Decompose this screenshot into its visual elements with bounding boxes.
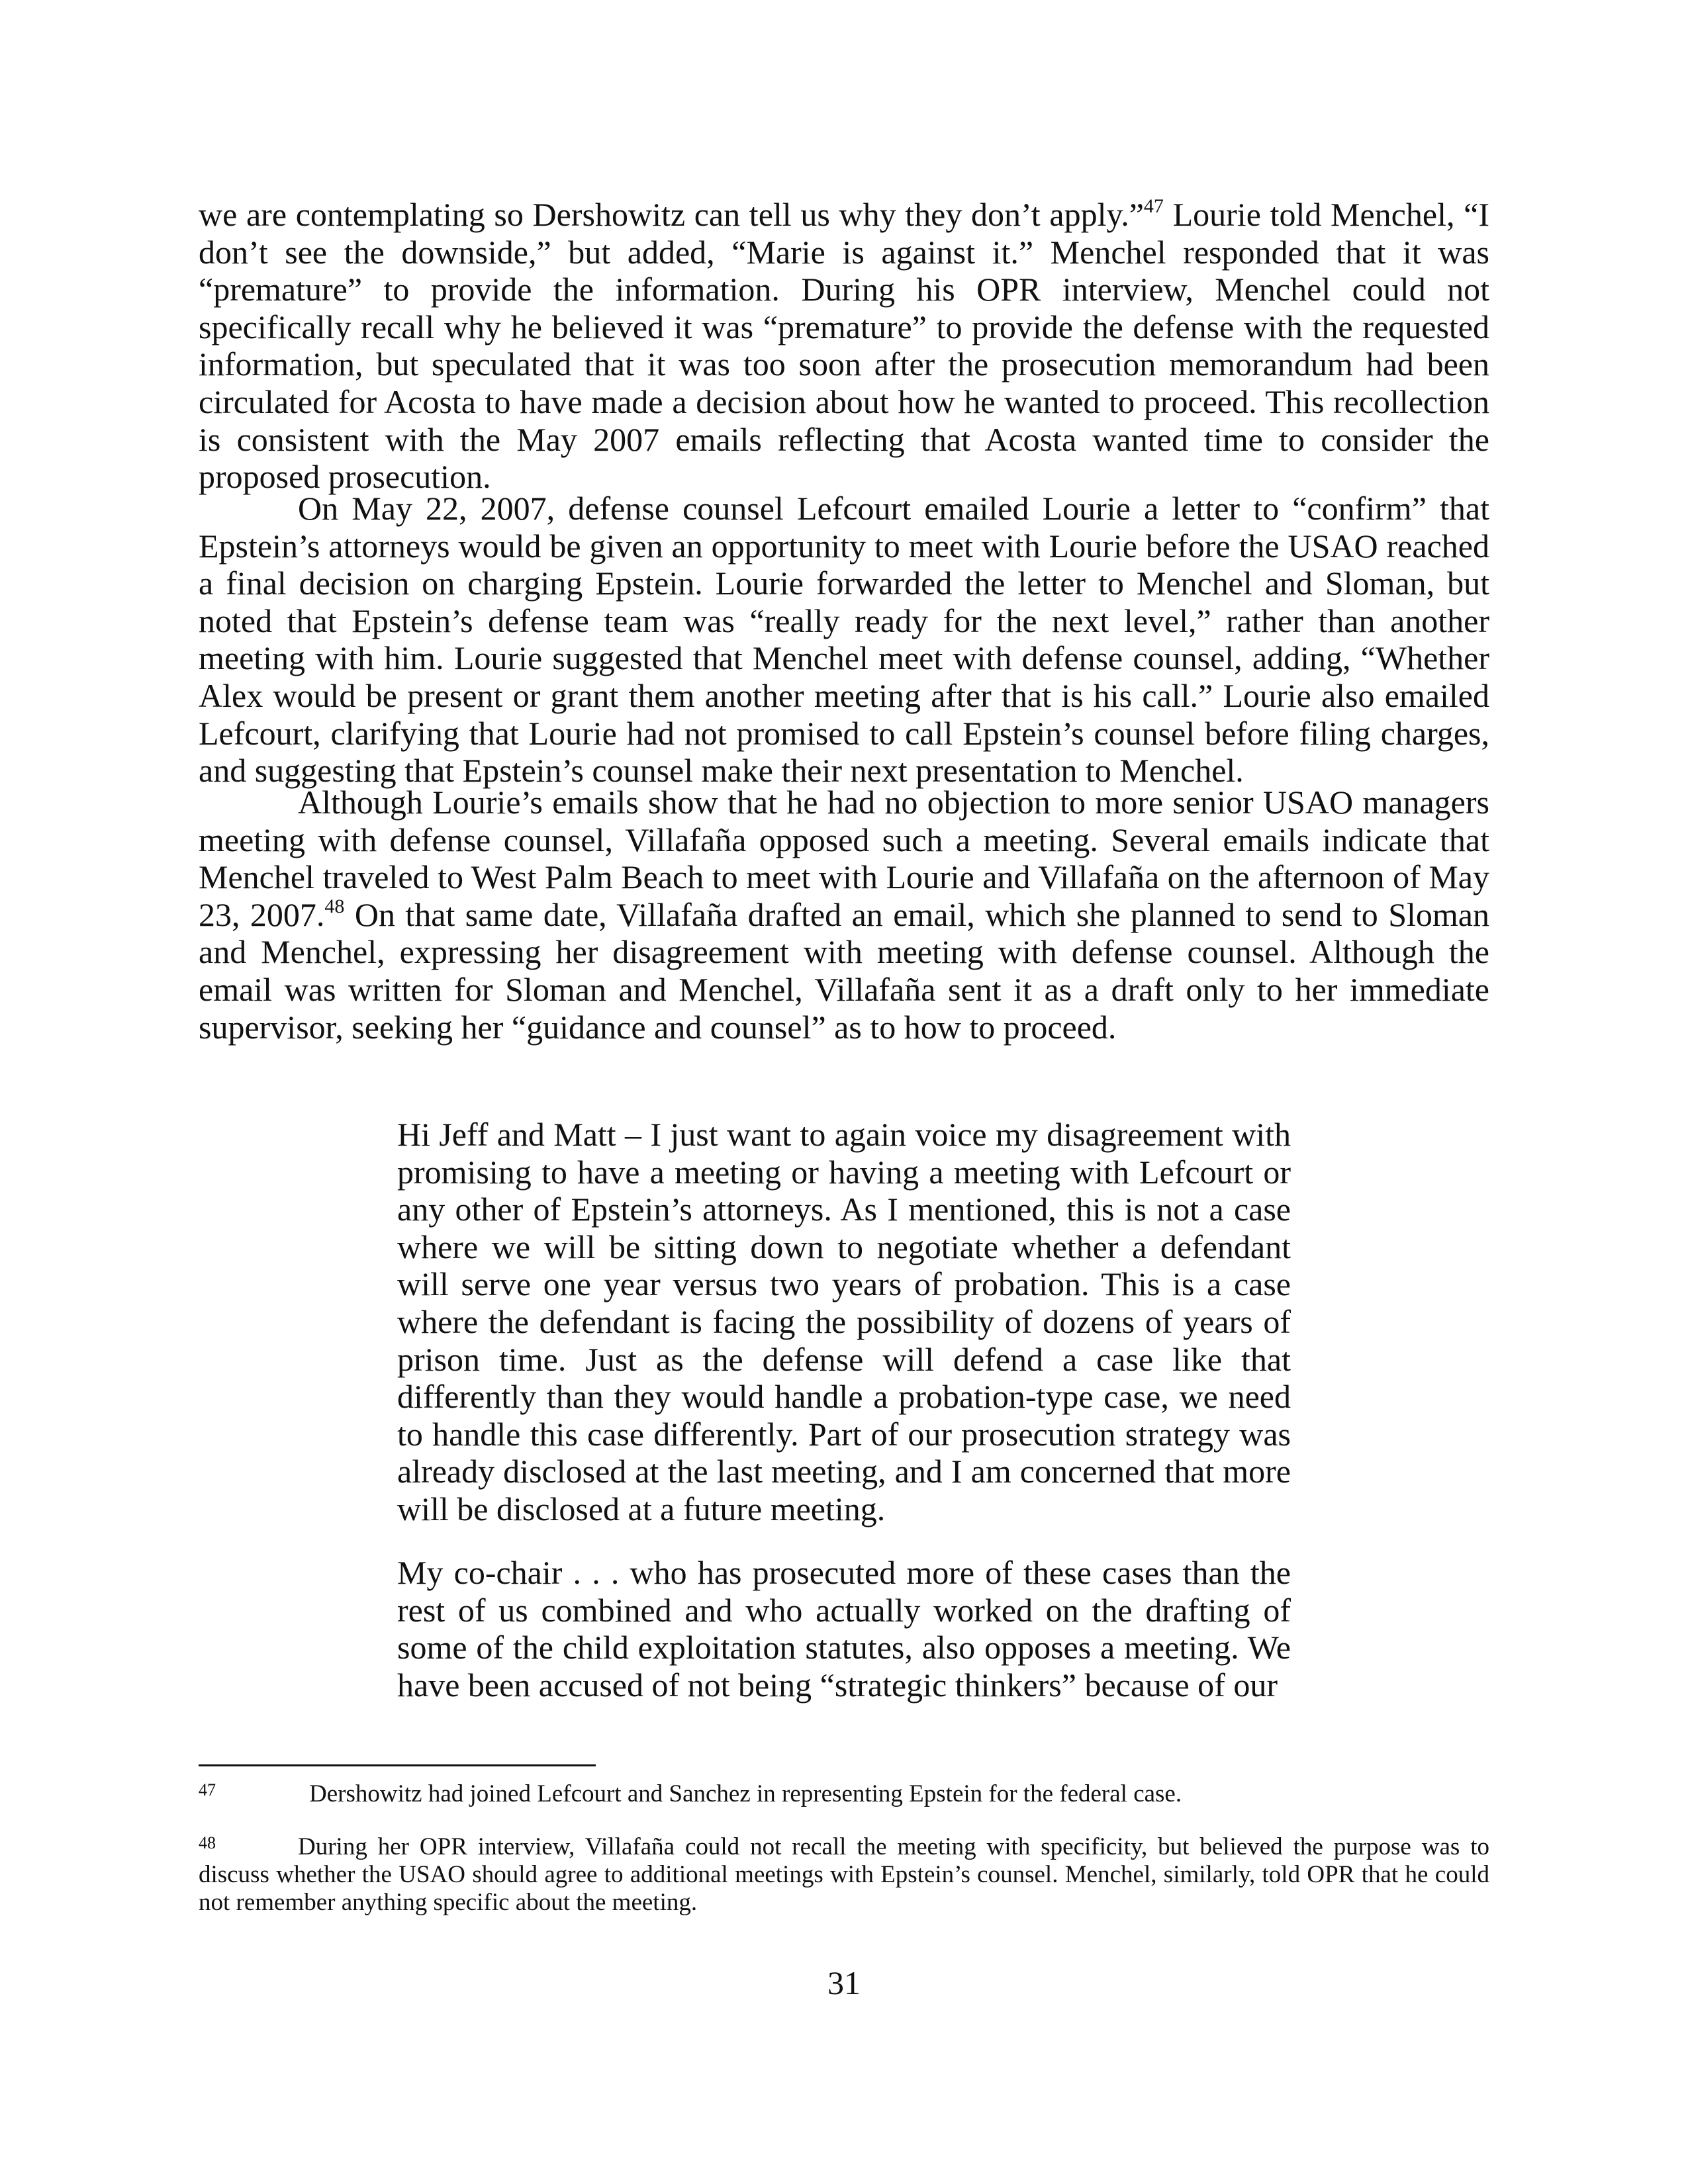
paragraph-text: Lourie told Menchel, “I don’t see the downside,” but added, “Marie is against it.” Menchel responded that it was “premature” to provide the information. During his OPR interview, Menchel could not specifically recall why he believed it was “premature” to provide the defense with the requested information, but speculated that it was too soon after the prosecution memorandum had been circulated for Acosta to have made a decision about how he wanted to proceed. This recollection is consistent with the May 2007 emails reflecting that Acosta wanted time to consider the proposed prosecution. (199, 196, 1489, 496)
paragraph-text: we are contemplating so Dershowitz can tell us why they don’t apply.” (199, 196, 1144, 233)
footnote-text: During her OPR interview, Villafaña could not recall the meeting with specificity, but believed the purpose was to discuss whether the USAO should agree to additional meetings with Epstein’s counsel. Menchel, similarly, told OPR that he could not remember anything specific about the meeting. (199, 1833, 1489, 1916)
footnote-47 (199, 1780, 1489, 1808)
footnote-48 (199, 1833, 1489, 1917)
footnote-reference-47[interactable]: 47 (1143, 195, 1164, 217)
footnote-number: 47 (199, 1780, 216, 1799)
block-quote-email-paragraph-2: My co-chair . . . who has prosecuted more of these cases than the rest of us combined and who actually worked on the drafting of some of the child exploitation statutes, also opposes a meeting. We have been accused of not being “strategic thinkers” because of our (397, 1554, 1291, 1704)
footnote-number: 48 (199, 1833, 216, 1852)
page-number: 31 (827, 1964, 861, 2001)
block-quote-email-paragraph-1: Hi Jeff and Matt – I just want to again voice my disagreement with promising to have a meeting or having a meeting with Lefcourt or any other of Epstein’s attorneys. As I mentioned, this is not a case where we will be sitting down to negotiate whether a defendant will serve one year versus two years of probation. This is a case where the defendant is facing the possibility of dozens of years of prison time. Just as the defense will defend a case like that differently than they would handle a probation-type case, we need to handle this case differently. Part of our prosecution strategy was already disclosed at the last meeting, and I am concerned that more will be disclosed at a future meeting. (397, 1116, 1291, 1527)
paragraph-text: On that same date, Villafaña drafted an email, which she planned to send to Sloman and Menchel, expressing her disagreement with meeting with defense counsel. Although the email was written for Sloman and Menchel, Villafaña sent it as a draft only to her immediate supervisor, seeking her “guidance and counsel” as to how to proceed. (199, 895, 1489, 1046)
footnote-separator (199, 1764, 596, 1766)
paragraph-text: Although Lourie’s emails show that he had no objection to more senior USAO managers meeting with defense counsel, Villafaña opposed such a meeting. Several emails indicate that Menchel traveled to West Palm Beach to meet with Lourie and Villafaña on the afternoon of May 23, 2007. (199, 784, 1489, 933)
footnote-text: Dershowitz had joined Lefcourt and Sanchez in representing Epstein for the federal case. (309, 1780, 1182, 1807)
paragraph-villafana-opposition (199, 784, 1489, 1046)
paragraph-continuation (199, 196, 1489, 496)
paragraph-lefcourt-letter: On May 22, 2007, defense counsel Lefcourt emailed Lourie a letter to “confirm” that Epstein’s attorneys would be given an opportunity to meet with Lourie before the USAO reached a final decision on charging Epstein. Lourie forwarded the letter to Menchel and Sloman, but noted that Epstein’s defense team was “really ready for the next level,” rather than another meeting with him. Lourie suggested that Menchel meet with defense counsel, adding, “Whether Alex would be present or grant them another meeting after that is his call.” Lourie also emailed Lefcourt, clarifying that Lourie had not promised to call Epstein’s counsel before filing charges, and suggesting that Epstein’s counsel make their next presentation to Menchel. (199, 490, 1489, 790)
footnote-reference-48[interactable]: 48 (324, 895, 345, 917)
